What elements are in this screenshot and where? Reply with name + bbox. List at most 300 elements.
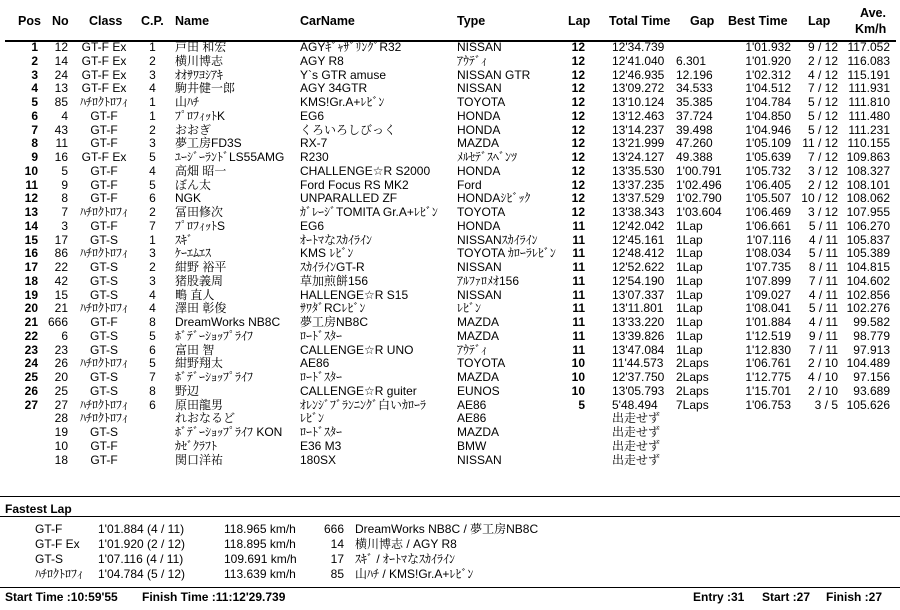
car-number-cell: 5 [61,163,68,178]
header-kmh: Km/h [855,22,887,36]
best-time-cell: 1'06.405 [745,177,791,192]
car-name-cell: AGY 34GTR [300,81,368,96]
header-pos: Pos [18,14,41,28]
pos-cell: 8 [31,136,38,151]
best-time-cell: 1'06.753 [745,397,791,412]
car-name-cell: ｶﾞﾚｰｼﾞTOMITA Gr.A+ﾚﾋﾞﾝ [300,205,438,219]
car-name-cell: ｻﾜﾀﾞRCﾚﾋﾞﾝ [300,301,366,316]
pos-cell: 12 [24,191,38,206]
class-cell: GT-S [89,370,118,384]
best-time-cell: 1'04.850 [745,108,791,123]
gap-cell: 2Laps [676,370,709,384]
driver-name-cell: 紺野 裕平 [175,260,227,274]
total-time-cell: 13'05.793 [612,383,665,398]
class-cell: GT-S [89,383,118,398]
finish-count: Finish :27 [826,590,883,604]
class-cell: GT-S [89,328,118,343]
class-pos-cell: 4 [149,301,156,316]
total-time-cell: 12'42.042 [612,218,665,233]
pos-cell: 19 [24,287,38,302]
pos-cell: 20 [24,301,38,316]
total-time-cell: 13'37.529 [612,191,665,206]
table-row [0,454,900,468]
best-time-cell: 1'15.701 [745,383,791,398]
header-total: Total Time [609,14,671,28]
laps-cell: 11 [572,287,585,302]
car-number-cell: 18 [54,452,68,467]
class-cell: GT-F Ex [81,81,127,96]
class-cell: GT-F [90,163,118,178]
class-cell: GT-S [89,273,118,288]
gap-cell: 35.385 [676,95,713,109]
avg-speed-cell: 108.062 [846,191,890,206]
driver-name-cell: 野辺 [175,383,200,398]
avg-speed-cell: 111.231 [848,122,890,137]
header-ave: Ave. [860,6,886,20]
avg-speed-cell: 110.155 [847,136,890,151]
car-name-cell: KMS ﾚﾋﾞﾝ [300,246,354,261]
car-number-cell: 21 [54,301,68,316]
table-row [0,192,900,206]
car-number-cell: 6 [61,328,68,343]
total-time-cell: 出走せず [612,411,661,426]
class-cell: ﾊﾁﾛｸﾄﾛﾌｨ [79,411,128,426]
header-cp: C.P. [141,14,164,28]
pos-cell: 26 [24,383,38,398]
laps-cell: 12 [571,122,585,137]
class-pos-cell: 2 [149,260,156,274]
car-name-cell: UNPARALLED ZF [300,191,398,206]
driver-name-cell: ﾌﾟﾛﾌｨｯﾄS [175,218,226,233]
class-cell: ﾊﾁﾛｸﾄﾛﾌｨ [79,397,128,412]
fl-time-cell: 1'07.116 (4 / 11) [98,552,184,566]
gap-cell: 1Lap [676,260,703,274]
driver-name-cell: ﾌﾟﾛﾌｨｯﾄK [175,108,226,123]
total-time-cell: 12'37.750 [612,370,665,384]
car-number-cell: 85 [54,95,68,109]
car-number-cell: 28 [54,411,68,426]
best-lap-cell: 2 / 12 [807,53,838,68]
best-lap-cell: 9 / 11 [808,328,838,343]
car-type-cell: MAZDA [457,370,499,384]
class-cell: ﾊﾁﾛｸﾄﾛﾌｨ [79,301,128,316]
class-cell: GT-F Ex [81,150,127,164]
driver-name-cell: 富田 智 [175,342,215,357]
start-count: Start :27 [762,590,811,604]
best-lap-cell: 3 / 5 [814,397,838,412]
car-number-cell: 9 [61,177,68,192]
car-name-cell: EG6 [300,218,325,233]
total-time-cell: 12'52.622 [612,260,665,274]
total-time-cell: 出走せず [612,425,661,439]
car-type-cell: EUNOS [457,383,500,398]
table-row [0,302,900,316]
best-time-cell: 1'07.899 [745,273,791,288]
class-cell: GT-F [90,191,118,206]
class-cell: GT-S [89,260,118,274]
laps-cell: 10 [571,370,585,384]
total-time-cell: 5'48.494 [612,397,658,412]
fl-driver-cell: DreamWorks NB8C / 夢工房NB8C [355,522,539,536]
pos-cell: 25 [24,370,38,384]
avg-speed-cell: 111.480 [848,108,890,123]
driver-name-cell: 猪股義周 [175,273,224,288]
class-pos-cell: 2 [149,122,156,137]
driver-name-cell: 戸田 和宏 [175,40,227,54]
avg-speed-cell: 108.327 [846,163,890,178]
class-cell: ﾊﾁﾛｸﾄﾛﾌｨ [79,356,128,371]
car-type-cell: MAZDA [457,328,499,343]
class-pos-cell: 3 [149,136,156,151]
fl-driver-cell: ｽｷﾞ / ｵｰﾄﾏなｽｶｲﾗｲﾝ [355,552,456,566]
pos-cell: 14 [24,218,38,233]
avg-speed-cell: 109.863 [846,150,890,164]
avg-speed-cell: 115.191 [847,67,890,82]
fastest-lap-table [0,522,900,582]
best-time-cell: 1'04.512 [745,81,791,96]
best-time-cell: 1'12.775 [745,370,791,384]
class-cell: GT-F [90,438,118,453]
avg-speed-cell: 93.689 [853,383,890,398]
car-number-cell: 20 [54,370,68,384]
total-time-cell: 12'45.161 [612,232,665,247]
class-pos-cell: 3 [149,67,156,82]
car-type-cell: NISSAN [457,40,502,54]
pos-cell: 4 [31,81,38,96]
car-number-cell: 23 [54,342,68,357]
driver-name-cell: れおなるど [175,411,236,426]
class-pos-cell: 2 [149,205,156,219]
table-row [0,165,900,179]
total-time-cell: 出走せず [612,438,661,453]
car-name-cell: AGY R8 [300,53,344,68]
best-time-cell: 1'04.946 [745,122,791,137]
total-time-cell: 12'48.412 [612,246,665,261]
laps-cell: 12 [571,81,585,96]
header-no: No [52,14,69,28]
best-lap-cell: 11 / 12 [802,136,838,151]
gap-cell: 7Laps [676,397,709,412]
pos-cell: 16 [24,246,38,261]
fastest-lap-row [0,567,900,582]
car-type-cell: MAZDA [457,315,499,329]
driver-name-cell: 原田龍男 [175,397,224,412]
car-type-cell: HONDA [457,122,501,137]
driver-name-cell: 夢工房FD3S [175,136,242,151]
laps-cell: 12 [571,205,585,219]
best-lap-cell: 2 / 12 [807,177,838,192]
class-pos-cell: 5 [149,356,156,371]
table-row [0,137,900,151]
car-type-cell: HONDA [457,108,501,123]
gap-cell: 1Lap [676,287,703,302]
laps-cell: 5 [578,397,585,412]
best-time-cell: 1'01.932 [745,40,791,54]
best-time-cell: 1'06.761 [745,356,791,371]
gap-cell: 6.301 [676,53,707,68]
car-number-cell: 22 [54,260,68,274]
pos-cell: 6 [31,108,38,123]
class-cell: GT-S [89,425,118,439]
fl-speed-cell: 118.965 km/h [224,522,296,536]
laps-cell: 12 [571,136,585,151]
fl-class-cell: ﾊﾁﾛｸﾄﾛﾌｨ [35,567,84,581]
table-row [0,261,900,275]
best-time-cell: 1'07.735 [745,260,791,274]
driver-name-cell: ｶｾﾞｸﾗﾌﾄ [175,438,218,453]
gap-cell: 1'00.791 [676,163,722,178]
avg-speed-cell: 99.582 [853,315,890,329]
class-cell: GT-F [90,315,118,329]
class-pos-cell: 3 [149,246,156,261]
best-lap-cell: 2 / 10 [807,383,838,398]
pos-cell: 15 [24,232,38,247]
class-cell: GT-F Ex [81,40,127,54]
table-row [0,440,900,454]
car-name-cell: ﾛｰﾄﾞｽﾀｰ [300,328,343,343]
total-time-cell: 12'54.190 [612,273,665,288]
fl-time-cell: 1'01.920 (2 / 12) [98,537,186,551]
avg-speed-cell: 102.856 [846,287,890,302]
car-type-cell: ｱｳﾃﾞｨ [457,53,488,68]
class-pos-cell: 7 [149,218,156,233]
laps-cell: 12 [571,163,585,178]
car-name-cell: CHALLENGE☆R S2000 [300,163,431,178]
car-name-cell: くろいろしびっく [300,122,397,137]
table-row [0,234,900,248]
best-lap-cell: 4 / 10 [807,370,838,384]
laps-cell: 11 [572,301,585,316]
best-time-cell: 1'06.661 [745,218,791,233]
results-divider [0,496,900,497]
laps-cell: 11 [572,315,585,329]
table-row [0,220,900,234]
driver-name-cell: 冨田修次 [175,205,224,219]
pos-cell: 21 [24,315,38,329]
total-time-cell: 13'38.343 [612,205,665,219]
avg-speed-cell: 116.083 [847,53,890,68]
fl-number-cell: 666 [323,522,344,536]
gap-cell: 2Laps [676,356,709,371]
class-pos-cell: 4 [149,81,156,96]
car-name-cell: Y`s GTR amuse [300,67,387,82]
gap-cell: 39.498 [676,122,713,137]
total-time-cell: 13'21.999 [612,136,665,151]
best-lap-cell: 5 / 11 [808,218,838,233]
table-row [0,289,900,303]
gap-cell: 1Lap [676,328,703,343]
car-type-cell: MAZDA [457,136,499,151]
car-name-cell: CALLENGE☆R guiter [300,383,417,398]
best-time-cell: 1'12.519 [745,328,791,343]
table-row [0,371,900,385]
best-lap-cell: 5 / 11 [808,301,838,316]
pos-cell: 18 [24,273,38,288]
driver-name-cell: 澤田 彰俊 [175,301,227,316]
car-number-cell: 666 [47,315,68,329]
car-name-cell: 草加煎餅156 [300,273,369,288]
table-row [0,357,900,371]
class-cell: GT-S [89,342,118,357]
driver-name-cell: ﾎﾞﾃﾞｰｼｮｯﾌﾟﾗｲﾌ KON [175,425,283,439]
header-gap: Gap [690,14,715,28]
class-pos-cell: 3 [149,273,156,288]
car-name-cell: ｵﾚﾝｼﾞﾌﾞﾗﾝﾆﾝｸﾞ白いｶﾛｰﾗ [300,397,427,412]
best-lap-cell: 5 / 12 [807,108,838,123]
fastest-lap-row [0,537,900,552]
driver-name-cell: 紺野翔太 [175,356,224,371]
class-pos-cell: 1 [149,95,156,109]
class-pos-cell: 6 [149,342,156,357]
car-type-cell: NISSANｽｶｲﾗｲﾝ [457,232,538,247]
table-row [0,399,900,413]
gap-cell: 1Lap [676,246,703,261]
gap-cell: 1Lap [676,218,703,233]
driver-name-cell: 高畑 昭一 [175,163,227,178]
pos-cell: 9 [31,150,38,164]
fl-class-cell: GT-F Ex [35,537,80,551]
best-time-cell: 1'02.312 [745,67,791,82]
total-time-cell: 13'11.801 [612,301,664,316]
best-time-cell: 1'05.109 [745,136,791,151]
table-row [0,96,900,110]
best-time-cell: 1'12.830 [745,342,791,357]
class-cell: ﾊﾁﾛｸﾄﾛﾌｨ [79,246,128,261]
gap-cell: 34.533 [676,81,713,96]
laps-cell: 10 [571,356,585,371]
header-car: CarName [300,14,355,28]
best-lap-cell: 3 / 12 [807,205,838,219]
gap-cell: 2Laps [676,383,709,398]
avg-speed-cell: 104.815 [846,260,890,274]
car-number-cell: 16 [54,150,68,164]
best-lap-cell: 5 / 12 [807,122,838,137]
car-name-cell: AE86 [300,356,330,371]
laps-cell: 11 [572,246,585,261]
car-number-cell: 4 [61,108,68,123]
fl-speed-cell: 109.691 km/h [224,552,297,566]
car-type-cell: Ford [457,177,482,192]
car-name-cell: 夢工房NB8C [300,315,369,329]
footer-divider [0,587,900,588]
car-name-cell: CALLENGE☆R UNO [300,342,414,357]
car-type-cell: ｱﾙﾌｧﾛﾒｵ156 [457,273,520,288]
driver-name-cell: 鴫 直人 [175,287,215,302]
best-lap-cell: 5 / 11 [808,246,838,261]
class-cell: GT-F [90,136,118,151]
total-time-cell: 13'24.127 [612,150,665,164]
best-lap-cell: 7 / 11 [808,273,838,288]
table-row [0,206,900,220]
laps-cell: 12 [571,108,585,123]
car-number-cell: 14 [54,53,68,68]
car-name-cell: AGYｷﾞｬｻﾞﾘﾝｸﾞR32 [300,40,402,54]
best-lap-cell: 7 / 12 [807,81,838,96]
table-row [0,69,900,83]
results-header [0,3,900,41]
table-row [0,275,900,289]
best-lap-cell: 9 / 12 [807,40,838,54]
total-time-cell: 出走せず [612,452,661,467]
avg-speed-cell: 104.602 [846,273,890,288]
gap-cell: 37.724 [676,108,713,123]
car-type-cell: HONDA [457,163,501,178]
car-type-cell: HONDA [457,218,501,233]
laps-cell: 11 [572,232,585,247]
class-pos-cell: 1 [149,40,156,54]
car-name-cell: ﾚﾋﾞﾝ [300,411,325,426]
pos-cell: 13 [24,205,38,219]
total-time-cell: 13'14.237 [612,122,665,137]
car-type-cell: ﾚﾋﾞﾝ [457,301,482,316]
driver-name-cell: ぼん太 [175,177,212,192]
laps-cell: 11 [572,260,585,274]
gap-cell: 1Lap [676,315,703,329]
pos-cell: 3 [31,67,38,82]
avg-speed-cell: 105.626 [846,397,890,412]
best-time-cell: 1'06.469 [745,205,791,219]
laps-cell: 12 [571,191,585,206]
table-row [0,412,900,426]
fl-speed-cell: 113.639 km/h [224,567,296,581]
best-time-cell: 1'05.639 [745,150,791,164]
total-time-cell: 11'44.573 [612,356,664,371]
laps-cell: 12 [571,177,585,192]
best-lap-cell: 7 / 12 [807,150,838,164]
class-pos-cell: 6 [149,191,156,206]
car-number-cell: 15 [54,287,68,302]
class-cell: GT-F Ex [81,53,127,68]
laps-cell: 12 [571,40,585,54]
best-lap-cell: 4 / 11 [808,232,838,247]
avg-speed-cell: 111.810 [848,95,890,109]
table-row [0,179,900,193]
best-lap-cell: 8 / 11 [808,260,838,274]
car-number-cell: 26 [54,356,68,371]
car-number-cell: 42 [54,273,68,288]
car-type-cell: NISSAN [457,452,502,467]
header-name: Name [175,14,210,28]
car-name-cell: HALLENGE☆R S15 [300,287,409,302]
car-name-cell: E36 M3 [300,438,342,453]
driver-name-cell: ﾎﾞﾃﾞｰｼｮｯﾌﾟﾗｲﾌ [175,370,254,384]
laps-cell: 10 [571,383,585,398]
fl-driver-cell: 山ﾊﾁ / KMS!Gr.A+ﾚﾋﾞﾝ [355,567,474,581]
driver-name-cell: 横川博志 [175,53,224,68]
car-type-cell: NISSAN [457,287,502,302]
pos-cell: 23 [24,342,38,357]
footer [0,590,900,606]
header-type: Type [457,14,486,28]
best-lap-cell: 10 / 12 [801,191,838,206]
car-type-cell: AE86 [457,397,487,412]
finish-time: Finish Time :11:12'29.739 [142,590,286,604]
start-time: Start Time :10:59'55 [5,590,118,604]
laps-cell: 12 [571,150,585,164]
car-name-cell: ﾛｰﾄﾞｽﾀｰ [300,370,343,384]
best-lap-cell: 3 / 12 [807,163,838,178]
car-number-cell: 17 [54,232,68,247]
total-time-cell: 13'47.084 [612,342,665,357]
car-number-cell: 3 [61,218,68,233]
entry-count: Entry :31 [693,590,745,604]
fl-class-cell: GT-F [35,522,63,536]
total-time-cell: 13'10.124 [612,95,665,109]
car-type-cell: TOYOTA [457,205,506,219]
car-name-cell: ｽｶｲﾗｲﾝGT-R [300,260,365,274]
table-row [0,344,900,358]
avg-speed-cell: 106.270 [846,218,890,233]
